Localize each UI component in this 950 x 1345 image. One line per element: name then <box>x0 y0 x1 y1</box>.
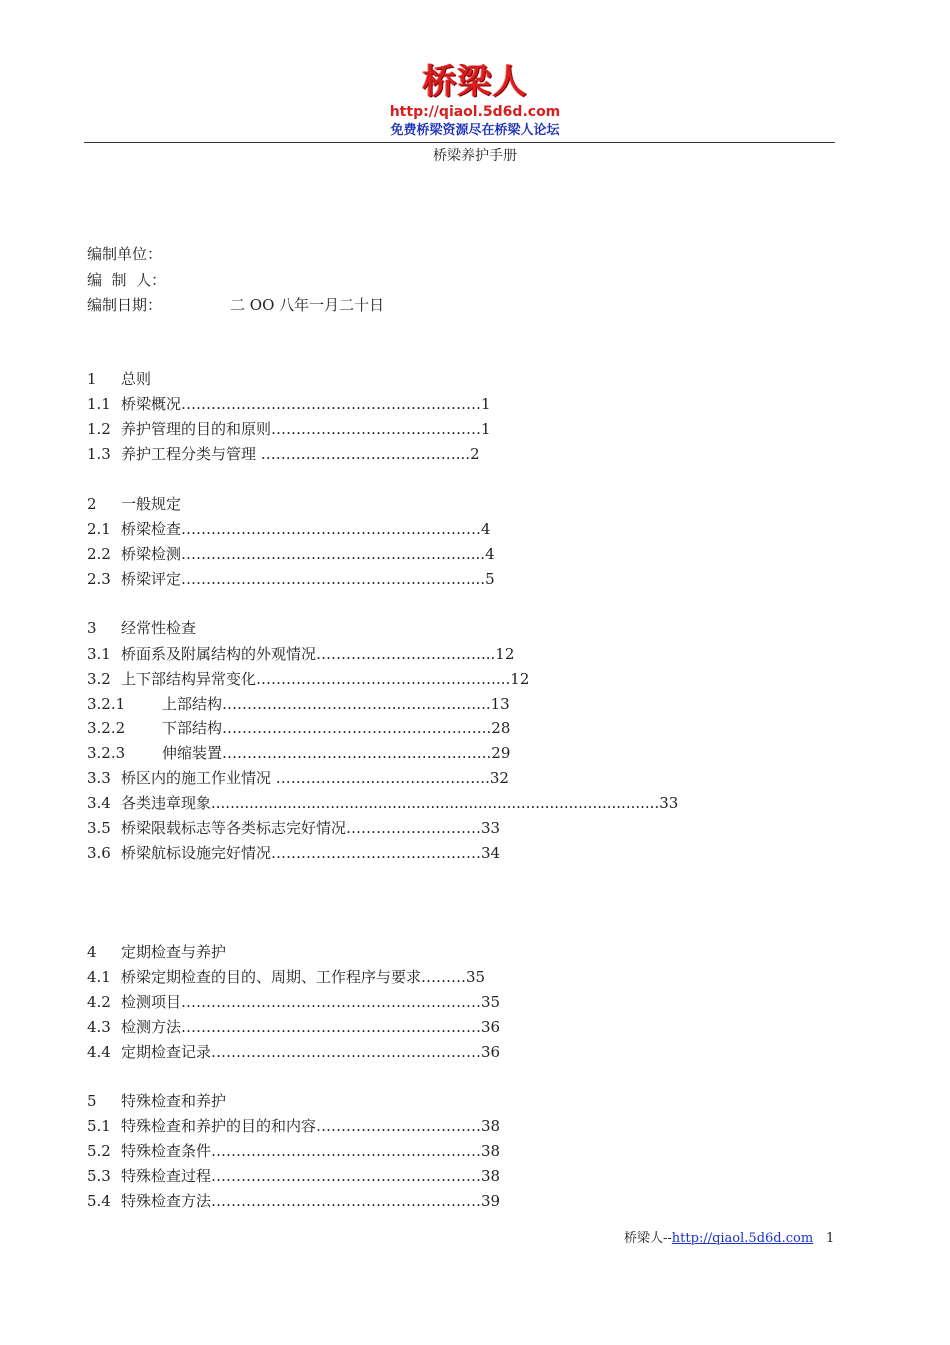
toc-title: 上部结构……………………………...……………...13 <box>162 695 510 713</box>
toc-title: 定期检查与养护 <box>121 943 227 961</box>
toc-entry <box>87 743 510 763</box>
toc-entry <box>87 718 510 738</box>
toc-title: 桥梁定期检查的目的、周期、工作程序与要求………35 <box>121 968 486 986</box>
toc-title: 经常性检查 <box>121 619 197 637</box>
toc-number: 1.2 <box>87 420 111 438</box>
toc-entry <box>87 967 485 987</box>
toc-title: 养护工程分类与管理 …………………………………...2 <box>121 445 480 463</box>
toc-number: 3.6 <box>87 844 111 862</box>
toc-number: 1.3 <box>87 445 111 463</box>
toc-title: 桥梁检查……………………………………………………4 <box>121 520 491 538</box>
logo-url: http://qiaol.5d6d.com <box>389 104 561 120</box>
footer <box>624 1230 813 1248</box>
toc-title: 桥梁概况……………………………………………………1 <box>121 395 491 413</box>
toc-title: 伸缩装置……………………………….……………..29 <box>162 744 511 762</box>
page-number: 1 <box>826 1231 835 1246</box>
toc-title: 特殊检查过程………………………………………………38 <box>121 1167 501 1185</box>
toc-title: 桥梁检测…………………………………………………....4 <box>121 545 495 563</box>
toc-number: 2.2 <box>87 545 111 563</box>
toc-number: 5 <box>87 1092 97 1110</box>
toc-number: 3.5 <box>87 819 111 837</box>
toc-title: 桥梁航标设施完好情况……………………………………34 <box>121 844 501 862</box>
toc-entry <box>87 1042 500 1062</box>
meta-date-value: 二 OO 八年一月二十日 <box>230 296 385 314</box>
toc-entry <box>87 519 491 539</box>
logo-tagline: 免费桥梁资源尽在桥梁人论坛 <box>390 123 560 138</box>
toc-title: 定期检查记录………………………………………………36 <box>121 1043 501 1061</box>
toc-title: 桥面系及附属结构的外观情况……………………………...12 <box>121 645 515 663</box>
toc-title: 检测方法……………………………………………………36 <box>121 1018 501 1036</box>
toc-entry <box>87 942 226 962</box>
toc-title: 特殊检查和养护的目的和内容……………………………38 <box>121 1117 501 1135</box>
toc-title: 桥梁评定…………………………………………………....5 <box>121 570 495 588</box>
toc-entry <box>87 444 480 464</box>
toc-entry <box>87 793 678 813</box>
header-rule <box>84 142 835 143</box>
toc-entry <box>87 1166 500 1186</box>
toc-number: 3.4 <box>87 794 111 812</box>
toc-number: 3.2 <box>87 670 111 688</box>
toc-entry <box>87 1141 500 1161</box>
toc-entry <box>87 768 509 788</box>
toc-number: 1.1 <box>87 395 111 413</box>
toc-title: 检测项目……………………………………………………35 <box>121 993 501 1011</box>
meta-author-label: 编 制 人： <box>87 271 167 289</box>
toc-number: 5.3 <box>87 1167 111 1185</box>
toc-number: 2 <box>87 495 97 513</box>
toc-title: 特殊检查条件………………………………………………38 <box>121 1142 501 1160</box>
toc-entry <box>87 644 514 664</box>
logo-title: 桥梁人 <box>422 62 528 102</box>
footer-site-link[interactable]: http://qiaol.5d6d.com <box>671 1231 814 1246</box>
toc-number: 3.2.1 <box>87 695 126 713</box>
toc-title: 特殊检查方法………………………………………………39 <box>121 1192 501 1210</box>
toc-entry <box>87 618 196 638</box>
meta-date-label: 编制日期： <box>87 296 163 314</box>
toc-number: 5.4 <box>87 1192 111 1210</box>
toc-number: 3.1 <box>87 645 111 663</box>
toc-title: 一般规定 <box>121 495 182 513</box>
toc-entry <box>87 494 181 514</box>
toc-number: 3.2.3 <box>87 744 126 762</box>
toc-number: 4.2 <box>87 993 111 1011</box>
toc-entry <box>87 843 500 863</box>
toc-number: 2.3 <box>87 570 111 588</box>
toc-number: 4 <box>87 943 97 961</box>
toc-entry <box>87 394 491 414</box>
toc-title: 总则 <box>121 370 152 388</box>
toc-entry <box>87 669 529 689</box>
toc-number: 4.3 <box>87 1018 111 1036</box>
toc-number: 3.3 <box>87 769 111 787</box>
toc-entry <box>87 818 500 838</box>
toc-number: 1 <box>87 370 97 388</box>
toc-number: 3 <box>87 619 97 637</box>
toc-title: 各类违章现象..............................................................................................33 <box>121 794 679 812</box>
toc-title: 上下部结构异常变化…………………………………………...12 <box>121 670 530 688</box>
toc-title: 下部结构……………………………….……………..28 <box>162 719 511 737</box>
toc-entry <box>87 369 151 389</box>
toc-number: 3.2.2 <box>87 719 126 737</box>
toc-title: 养护管理的目的和原则……………………………………1 <box>121 420 491 438</box>
toc-number: 5.1 <box>87 1117 111 1135</box>
doc-title: 桥梁养护手册 <box>433 148 517 164</box>
toc-entry <box>87 694 510 714</box>
toc-title: 桥区内的施工作业情况 ………………..…………………..32 <box>121 769 509 787</box>
toc-number: 4.1 <box>87 968 111 986</box>
toc-entry <box>87 1191 500 1211</box>
meta-unit-label: 编制单位： <box>87 245 163 263</box>
toc-entry <box>87 1116 500 1136</box>
toc-entry <box>87 1017 500 1037</box>
toc-entry <box>87 569 495 589</box>
toc-entry <box>87 419 491 439</box>
footer-site-name: 桥梁人-- <box>624 1231 672 1246</box>
toc-number: 5.2 <box>87 1142 111 1160</box>
toc-title: 特殊检查和养护 <box>121 1092 227 1110</box>
toc-entry <box>87 544 495 564</box>
toc-title: 桥梁限载标志等各类标志完好情况………………………33 <box>121 819 501 837</box>
toc-entry <box>87 1091 226 1111</box>
toc-entry <box>87 992 500 1012</box>
toc-number: 4.4 <box>87 1043 111 1061</box>
toc-number: 2.1 <box>87 520 111 538</box>
